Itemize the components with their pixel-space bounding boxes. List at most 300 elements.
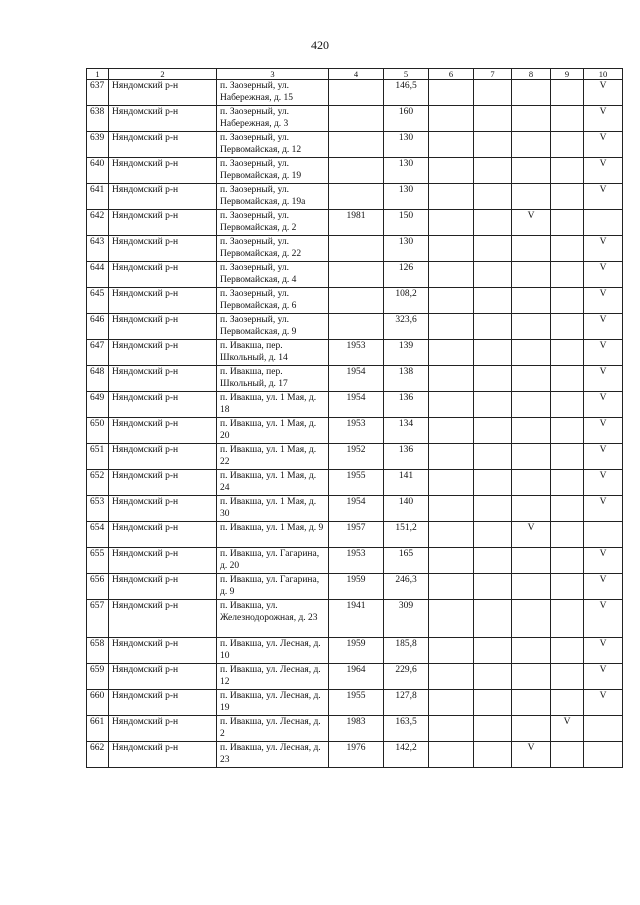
column-8-cell [512,444,551,470]
column-9-cell [551,638,584,664]
column-6-cell [429,132,474,158]
column-10-cell: V [584,262,623,288]
column-10-cell: V [584,574,623,600]
column-7-cell [474,600,512,638]
column-9-cell [551,418,584,444]
table-row [87,80,623,106]
column-9-cell [551,574,584,600]
table-row [87,600,623,638]
area-cell: 309 [384,600,429,638]
column-6-cell [429,418,474,444]
row-number: 657 [87,600,109,638]
column-header: 9 [551,69,584,80]
column-7-cell [474,210,512,236]
table-row [87,184,623,210]
column-6-cell [429,288,474,314]
column-8-cell [512,470,551,496]
column-8-cell [512,418,551,444]
table-row [87,314,623,340]
year-cell: 1954 [329,366,384,392]
area-cell: 130 [384,184,429,210]
district-cell: Няндомский р-н [109,690,217,716]
table-row [87,158,623,184]
table-row [87,132,623,158]
column-7-cell [474,340,512,366]
column-9-cell [551,600,584,638]
column-6-cell [429,340,474,366]
column-7-cell [474,132,512,158]
column-8-cell [512,262,551,288]
table-row [87,496,623,522]
column-number-row [87,69,623,80]
row-number: 650 [87,418,109,444]
year-cell: 1954 [329,496,384,522]
column-7-cell [474,106,512,132]
column-10-cell: V [584,158,623,184]
address-cell: п. Заозерный, ул. Набережная, д. 15 [217,80,329,106]
area-cell: 139 [384,340,429,366]
address-cell: п. Ивакша, ул. Лесная, д. 19 [217,690,329,716]
column-6-cell [429,210,474,236]
year-cell [329,158,384,184]
column-8-cell: V [512,742,551,768]
year-cell: 1953 [329,548,384,574]
column-6-cell [429,496,474,522]
area-cell: 146,5 [384,80,429,106]
column-8-cell [512,690,551,716]
table-row [87,288,623,314]
column-7-cell [474,314,512,340]
year-cell [329,288,384,314]
area-cell: 134 [384,418,429,444]
area-cell: 246,3 [384,574,429,600]
table-row [87,392,623,418]
district-cell: Няндомский р-н [109,418,217,444]
year-cell: 1981 [329,210,384,236]
table-row [87,366,623,392]
column-7-cell [474,158,512,184]
district-cell: Няндомский р-н [109,236,217,262]
column-9-cell [551,496,584,522]
column-8-cell [512,132,551,158]
column-10-cell: V [584,132,623,158]
column-10-cell: V [584,444,623,470]
area-cell: 165 [384,548,429,574]
area-cell: 140 [384,496,429,522]
area-cell: 185,8 [384,638,429,664]
column-header: 2 [109,69,217,80]
column-9-cell [551,664,584,690]
address-cell: п. Ивакша, пер. Школьный, д. 17 [217,366,329,392]
column-10-cell: V [584,470,623,496]
column-10-cell [584,716,623,742]
column-6-cell [429,80,474,106]
table-row [87,106,623,132]
area-cell: 138 [384,366,429,392]
column-9-cell [551,522,584,548]
column-7-cell [474,288,512,314]
address-cell: п. Заозерный, ул. Первомайская, д. 19 [217,158,329,184]
table-row [87,664,623,690]
address-cell: п. Ивакша, ул. Лесная, д. 12 [217,664,329,690]
row-number: 638 [87,106,109,132]
table-row [87,574,623,600]
column-7-cell [474,638,512,664]
column-9-cell [551,444,584,470]
column-6-cell [429,262,474,288]
table-row [87,548,623,574]
address-cell: п. Ивакша, ул. 1 Мая, д. 9 [217,522,329,548]
district-cell: Няндомский р-н [109,574,217,600]
column-10-cell: V [584,664,623,690]
column-7-cell [474,548,512,574]
row-number: 645 [87,288,109,314]
area-cell: 130 [384,236,429,262]
column-header: 10 [584,69,623,80]
column-8-cell [512,392,551,418]
area-cell: 127,8 [384,690,429,716]
district-cell: Няндомский р-н [109,742,217,768]
address-cell: п. Ивакша, ул. 1 Мая, д. 22 [217,444,329,470]
area-cell: 150 [384,210,429,236]
column-9-cell [551,236,584,262]
address-cell: п. Ивакша, пер. Школьный, д. 14 [217,340,329,366]
address-cell: п. Ивакша, ул. 1 Мая, д. 30 [217,496,329,522]
column-7-cell [474,236,512,262]
district-cell: Няндомский р-н [109,392,217,418]
address-cell: п. Ивакша, ул. Лесная, д. 10 [217,638,329,664]
column-header: 5 [384,69,429,80]
table-row [87,236,623,262]
table-row [87,340,623,366]
year-cell: 1955 [329,470,384,496]
year-cell: 1964 [329,664,384,690]
address-cell: п. Ивакша, ул. Лесная, д. 2 [217,716,329,742]
table-row [87,638,623,664]
housing-registry-table [86,68,623,768]
column-header: 1 [87,69,109,80]
row-number: 648 [87,366,109,392]
column-10-cell: V [584,638,623,664]
table-row [87,742,623,768]
column-7-cell [474,418,512,444]
column-6-cell [429,444,474,470]
column-7-cell [474,690,512,716]
column-10-cell: V [584,80,623,106]
column-8-cell [512,340,551,366]
column-7-cell [474,444,512,470]
column-9-cell [551,132,584,158]
area-cell: 160 [384,106,429,132]
district-cell: Няндомский р-н [109,340,217,366]
column-6-cell [429,470,474,496]
column-8-cell: V [512,210,551,236]
row-number: 654 [87,522,109,548]
year-cell: 1983 [329,716,384,742]
column-7-cell [474,742,512,768]
column-9-cell [551,470,584,496]
column-9-cell: V [551,716,584,742]
row-number: 660 [87,690,109,716]
year-cell: 1953 [329,418,384,444]
area-cell: 151,2 [384,522,429,548]
column-10-cell: V [584,392,623,418]
district-cell: Няндомский р-н [109,262,217,288]
column-8-cell [512,288,551,314]
column-6-cell [429,664,474,690]
column-6-cell [429,716,474,742]
row-number: 661 [87,716,109,742]
address-cell: п. Заозерный, ул. Первомайская, д. 9 [217,314,329,340]
column-7-cell [474,496,512,522]
column-header: 8 [512,69,551,80]
row-number: 640 [87,158,109,184]
row-number: 644 [87,262,109,288]
column-10-cell: V [584,496,623,522]
column-10-cell: V [584,690,623,716]
district-cell: Няндомский р-н [109,106,217,132]
address-cell: п. Ивакша, ул. 1 Мая, д. 18 [217,392,329,418]
row-number: 658 [87,638,109,664]
table-row [87,444,623,470]
column-8-cell [512,158,551,184]
column-10-cell: V [584,600,623,638]
column-7-cell [474,522,512,548]
area-cell: 136 [384,444,429,470]
year-cell: 1953 [329,340,384,366]
address-cell: п. Ивакша, ул. 1 Мая, д. 20 [217,418,329,444]
address-cell: п. Заозерный, ул. Первомайская, д. 2 [217,210,329,236]
table-row [87,522,623,548]
district-cell: Няндомский р-н [109,496,217,522]
address-cell: п. Заозерный, ул. Первомайская, д. 6 [217,288,329,314]
column-6-cell [429,392,474,418]
row-number: 662 [87,742,109,768]
column-8-cell [512,314,551,340]
column-8-cell [512,548,551,574]
district-cell: Няндомский р-н [109,470,217,496]
area-cell: 126 [384,262,429,288]
row-number: 639 [87,132,109,158]
column-6-cell [429,600,474,638]
column-7-cell [474,184,512,210]
column-10-cell: V [584,184,623,210]
column-9-cell [551,184,584,210]
column-6-cell [429,106,474,132]
column-7-cell [474,470,512,496]
address-cell: п. Ивакша, ул. 1 Мая, д. 24 [217,470,329,496]
column-6-cell [429,184,474,210]
column-6-cell [429,236,474,262]
table-row [87,210,623,236]
column-10-cell: V [584,548,623,574]
column-9-cell [551,80,584,106]
row-number: 656 [87,574,109,600]
row-number: 647 [87,340,109,366]
table-row [87,716,623,742]
district-cell: Няндомский р-н [109,314,217,340]
year-cell [329,132,384,158]
table-row [87,262,623,288]
column-6-cell [429,574,474,600]
year-cell [329,80,384,106]
year-cell [329,262,384,288]
row-number: 643 [87,236,109,262]
column-9-cell [551,262,584,288]
column-8-cell [512,574,551,600]
column-9-cell [551,314,584,340]
column-6-cell [429,158,474,184]
district-cell: Няндомский р-н [109,548,217,574]
year-cell: 1976 [329,742,384,768]
row-number: 637 [87,80,109,106]
column-9-cell [551,392,584,418]
column-header: 6 [429,69,474,80]
year-cell: 1959 [329,574,384,600]
area-cell: 108,2 [384,288,429,314]
year-cell [329,106,384,132]
area-cell: 142,2 [384,742,429,768]
column-8-cell [512,184,551,210]
year-cell [329,236,384,262]
area-cell: 130 [384,132,429,158]
address-cell: п. Заозерный, ул. Первомайская, д. 22 [217,236,329,262]
column-10-cell [584,522,623,548]
column-9-cell [551,742,584,768]
row-number: 659 [87,664,109,690]
district-cell: Няндомский р-н [109,366,217,392]
column-10-cell: V [584,288,623,314]
column-9-cell [551,366,584,392]
district-cell: Няндомский р-н [109,522,217,548]
address-cell: п. Заозерный, ул. Первомайская, д. 12 [217,132,329,158]
column-6-cell [429,690,474,716]
column-6-cell [429,314,474,340]
year-cell: 1954 [329,392,384,418]
address-cell: п. Заозерный, ул. Первомайская, д. 4 [217,262,329,288]
page-number: 420 [311,38,329,52]
row-number: 641 [87,184,109,210]
year-cell: 1957 [329,522,384,548]
address-cell: п. Ивакша, ул. Железнодорожная, д. 23 [217,600,329,638]
column-8-cell [512,366,551,392]
year-cell: 1941 [329,600,384,638]
year-cell: 1959 [329,638,384,664]
table-body [87,80,623,768]
column-10-cell: V [584,366,623,392]
column-10-cell [584,742,623,768]
district-cell: Няндомский р-н [109,210,217,236]
row-number: 642 [87,210,109,236]
row-number: 651 [87,444,109,470]
table-row [87,418,623,444]
column-8-cell [512,106,551,132]
column-7-cell [474,262,512,288]
district-cell: Няндомский р-н [109,288,217,314]
column-6-cell [429,366,474,392]
district-cell: Няндомский р-н [109,444,217,470]
column-7-cell [474,664,512,690]
column-9-cell [551,106,584,132]
column-10-cell [584,210,623,236]
row-number: 646 [87,314,109,340]
column-10-cell: V [584,106,623,132]
column-9-cell [551,548,584,574]
column-6-cell [429,522,474,548]
address-cell: п. Ивакша, ул. Гагарина, д. 20 [217,548,329,574]
column-9-cell [551,288,584,314]
column-header: 4 [329,69,384,80]
column-10-cell: V [584,418,623,444]
column-8-cell: V [512,522,551,548]
district-cell: Няндомский р-н [109,600,217,638]
column-6-cell [429,548,474,574]
column-header: 3 [217,69,329,80]
column-header: 7 [474,69,512,80]
column-8-cell [512,638,551,664]
column-9-cell [551,340,584,366]
column-8-cell [512,600,551,638]
district-cell: Няндомский р-н [109,184,217,210]
column-7-cell [474,80,512,106]
column-10-cell: V [584,236,623,262]
district-cell: Няндомский р-н [109,638,217,664]
column-7-cell [474,716,512,742]
district-cell: Няндомский р-н [109,80,217,106]
column-7-cell [474,366,512,392]
area-cell: 141 [384,470,429,496]
district-cell: Няндомский р-н [109,158,217,184]
table-row [87,470,623,496]
district-cell: Няндомский р-н [109,132,217,158]
address-cell: п. Заозерный, ул. Первомайская, д. 19а [217,184,329,210]
column-10-cell: V [584,340,623,366]
column-8-cell [512,716,551,742]
area-cell: 229,6 [384,664,429,690]
column-10-cell: V [584,314,623,340]
year-cell: 1952 [329,444,384,470]
row-number: 653 [87,496,109,522]
area-cell: 136 [384,392,429,418]
area-cell: 163,5 [384,716,429,742]
area-cell: 323,6 [384,314,429,340]
column-6-cell [429,638,474,664]
column-8-cell [512,80,551,106]
address-cell: п. Ивакша, ул. Гагарина, д. 9 [217,574,329,600]
column-9-cell [551,690,584,716]
district-cell: Няндомский р-н [109,664,217,690]
column-8-cell [512,664,551,690]
column-9-cell [551,158,584,184]
row-number: 652 [87,470,109,496]
area-cell: 130 [384,158,429,184]
column-8-cell [512,236,551,262]
column-9-cell [551,210,584,236]
row-number: 649 [87,392,109,418]
year-cell [329,184,384,210]
district-cell: Няндомский р-н [109,716,217,742]
year-cell [329,314,384,340]
column-7-cell [474,392,512,418]
row-number: 655 [87,548,109,574]
column-8-cell [512,496,551,522]
column-6-cell [429,742,474,768]
address-cell: п. Ивакша, ул. Лесная, д. 23 [217,742,329,768]
column-7-cell [474,574,512,600]
table-row [87,690,623,716]
address-cell: п. Заозерный, ул. Набережная, д. 3 [217,106,329,132]
year-cell: 1955 [329,690,384,716]
